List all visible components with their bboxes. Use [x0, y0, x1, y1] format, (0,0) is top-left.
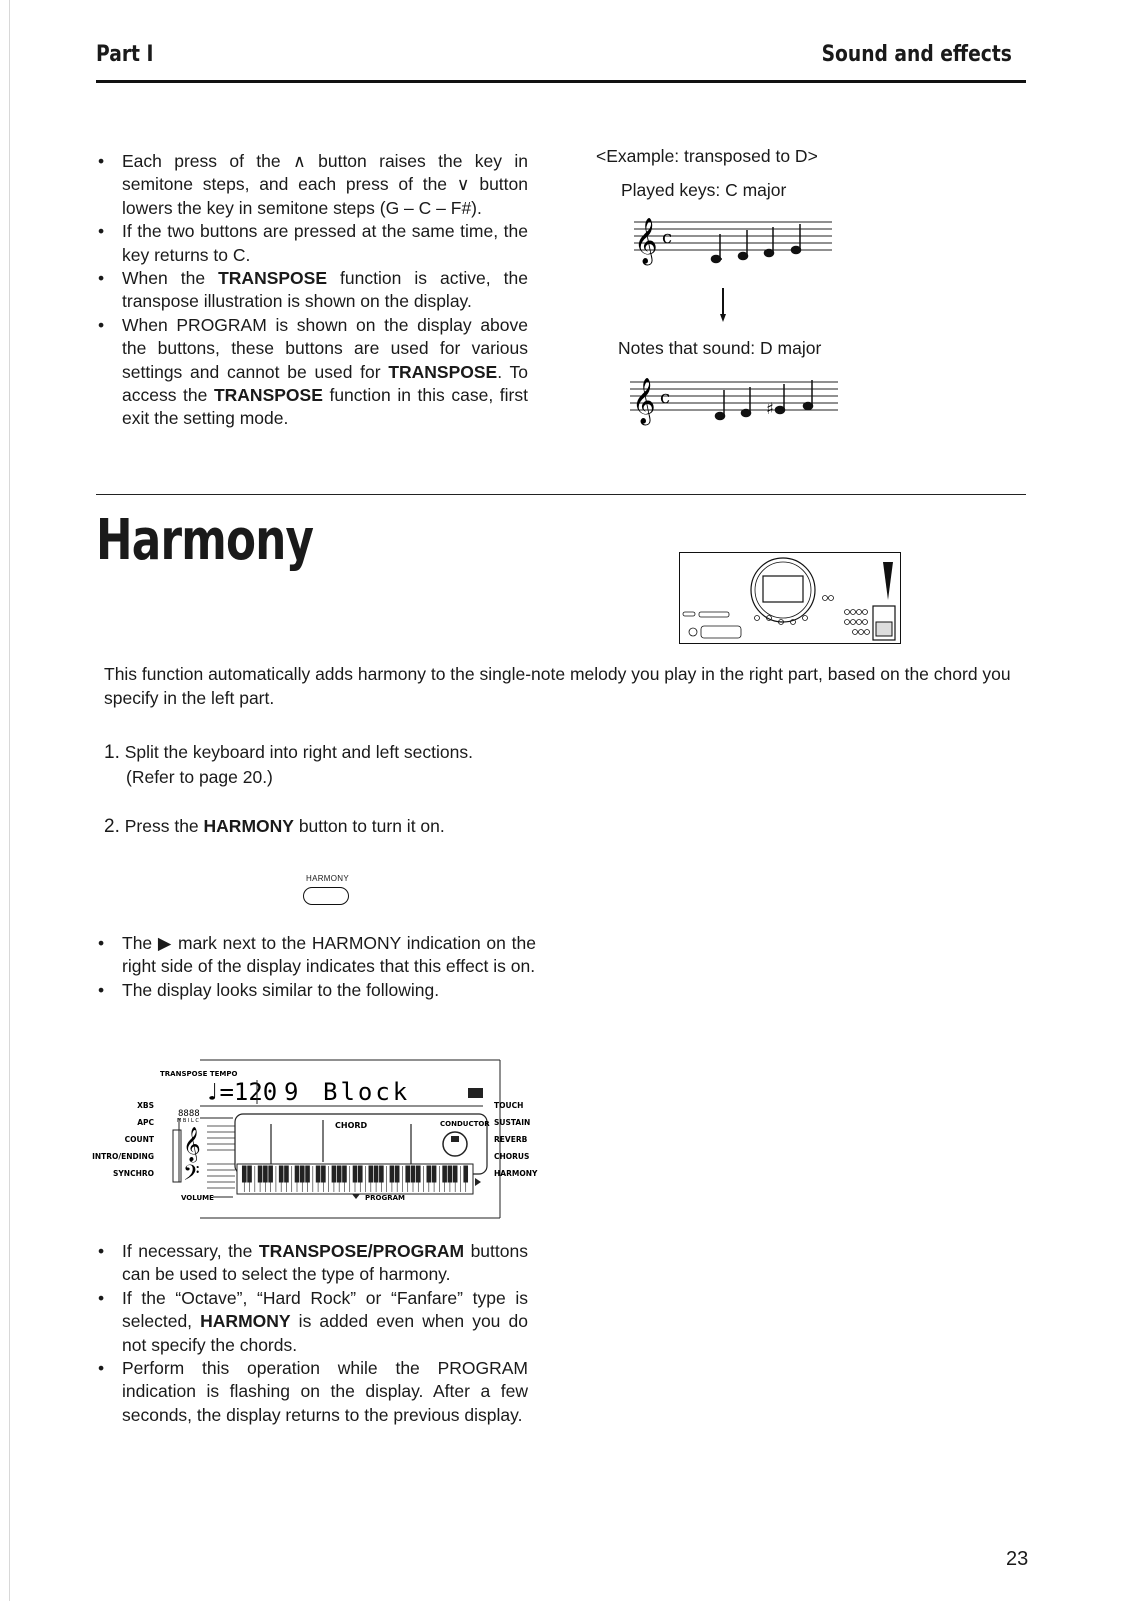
black-key — [416, 1166, 420, 1182]
lcd-display — [92, 1058, 538, 1223]
left-label: XBS — [137, 1101, 154, 1110]
chord-label: CHORD — [335, 1121, 368, 1130]
black-key — [300, 1166, 304, 1182]
example-played-keys: Played keys: C major — [621, 180, 787, 200]
common-time-icon: c — [660, 387, 671, 408]
black-key — [343, 1166, 347, 1182]
black-key — [374, 1166, 378, 1182]
sharp-icon: ♯ — [766, 399, 774, 418]
step-number: 1. — [104, 742, 120, 763]
step-number: 2. — [104, 816, 120, 837]
list-item — [96, 314, 528, 431]
display-voice-name: Block — [323, 1078, 411, 1106]
page-edge-line — [9, 0, 10, 1601]
staff-c-major — [632, 208, 832, 268]
text-span: button to turn it on. — [293, 816, 445, 836]
text-span: function in this case, first exit the setting mode. — [122, 385, 528, 429]
text-span: . To access the — [122, 361, 529, 406]
black-key — [464, 1166, 468, 1182]
left-label: SYNCHRO — [112, 1169, 154, 1178]
black-key — [264, 1166, 268, 1182]
right-label: HARMONY — [494, 1169, 538, 1178]
left-label: COUNT — [124, 1135, 154, 1144]
black-key — [242, 1166, 246, 1182]
note-group — [716, 380, 813, 420]
staff-d-major — [628, 368, 838, 428]
section-rule — [96, 494, 1026, 495]
down-arrow-icon — [718, 288, 728, 324]
list-item — [96, 267, 528, 314]
black-key — [306, 1166, 310, 1182]
header-rule — [96, 80, 1026, 83]
text-span: When PROGRAM is shown on the display above the buttons, these buttons are used for various settings and cannot be used for — [122, 314, 528, 382]
bold-term: HARMONY — [200, 1311, 291, 1332]
step-2 — [104, 814, 445, 839]
black-key — [279, 1166, 283, 1182]
black-key — [432, 1166, 436, 1182]
text-span: function is active, the transpose illustration is shown on the display. — [122, 268, 528, 312]
harmony-button[interactable] — [303, 887, 349, 905]
step-text: Split the keyboard into right and left sections. — [124, 742, 473, 762]
black-key — [369, 1166, 373, 1182]
list-item: • The display looks similar to the following. — [96, 979, 536, 1002]
play-mark-icon: ▶ — [157, 933, 173, 953]
harmony-notes — [96, 932, 536, 1002]
step-subtext: (Refer to page 20.) — [126, 767, 273, 787]
black-key — [295, 1166, 299, 1182]
black-key — [285, 1166, 289, 1182]
harmony-notes-2 — [96, 1240, 528, 1427]
volume-label: VOLUME — [181, 1194, 214, 1202]
text-span: Press the — [124, 816, 204, 836]
bold-term: TRANSPOSE — [388, 361, 498, 382]
example-title: <Example: transposed to D> — [596, 146, 818, 166]
black-key — [406, 1166, 410, 1182]
black-key — [390, 1166, 394, 1182]
right-label: TOUCH — [494, 1101, 524, 1110]
black-key — [322, 1166, 326, 1182]
bass-clef-icon: 𝄢 — [183, 1161, 200, 1191]
left-label: INTRO/ENDING — [92, 1152, 154, 1161]
left-label: APC — [137, 1118, 154, 1127]
display-voice-number: 9 — [284, 1078, 299, 1106]
black-key — [453, 1166, 457, 1182]
black-key — [269, 1166, 273, 1182]
common-time-icon: c — [662, 227, 673, 248]
display-top-labels: TRANSPOSE TEMPO — [160, 1070, 238, 1078]
measure-label: M B I L C — [177, 1118, 199, 1124]
list-item: • Each press of the ∧ button raises the key in semitone steps, and each press of the ∨ button lowers the key in semitone steps (G – C – F#). — [96, 150, 528, 220]
right-label: REVERB — [494, 1135, 528, 1144]
right-label: SUSTAIN — [494, 1118, 531, 1127]
text-span: If the “Octave”, “Hard Rock” or “Fanfare” type is selected, — [122, 1287, 528, 1332]
example-sound-keys: Notes that sound: D major — [618, 338, 822, 358]
text-span: mark next to the HARMONY indication on the right side of the display indicates that this effect is on. — [122, 933, 536, 977]
bold-term: TRANSPOSE/PROGRAM — [258, 1241, 465, 1261]
black-key — [353, 1166, 357, 1182]
transpose-notes — [96, 150, 528, 431]
black-key — [316, 1166, 320, 1182]
program-arrow-icon — [352, 1194, 360, 1199]
treble-clef-icon: 𝄞 — [632, 378, 656, 424]
black-key — [427, 1166, 431, 1182]
harmony-button-label: HARMONY — [306, 874, 349, 883]
black-key — [380, 1166, 384, 1182]
keyboard-panel-illustration — [679, 552, 901, 644]
header-part: Part I — [96, 42, 154, 67]
program-label: PROGRAM — [365, 1194, 405, 1202]
indicator-icon — [468, 1088, 483, 1098]
black-key — [248, 1166, 252, 1182]
list-item — [96, 1287, 528, 1357]
black-key — [443, 1166, 447, 1182]
right-label: CHORUS — [494, 1152, 530, 1161]
list-item — [96, 932, 536, 979]
conductor-icon — [443, 1132, 467, 1156]
bold-term: HARMONY — [203, 816, 294, 836]
treble-clef-icon: 𝄞 — [634, 218, 658, 264]
header-section: Sound and effects — [821, 42, 1012, 67]
text-span: buttons can be used to select the type of harmony. — [122, 1241, 528, 1285]
black-key — [258, 1166, 262, 1182]
black-key — [337, 1166, 341, 1182]
harmony-arrow-icon — [475, 1178, 481, 1186]
measure-digits: 8888 — [178, 1109, 200, 1119]
list-item: • If the two buttons are pressed at the same time, the key returns to C. — [96, 220, 528, 267]
page-number: 23 — [1006, 1548, 1029, 1570]
black-key — [332, 1166, 336, 1182]
conductor-label: CONDUCTOR — [440, 1120, 490, 1128]
text-span: When the — [122, 268, 219, 289]
intro-paragraph: This function automatically adds harmony to the single-note melody you play in the right part, based on the chord you specify in the left part. — [104, 664, 1011, 708]
text-span: is added even when you do not specify the chords. — [122, 1311, 528, 1355]
black-key — [411, 1166, 415, 1182]
list-item — [96, 1240, 528, 1287]
text-span: If necessary, the — [122, 1241, 259, 1261]
page-title: Harmony — [96, 508, 314, 573]
display-tempo: ♩=120 — [205, 1078, 278, 1106]
black-key — [395, 1166, 399, 1182]
black-key — [448, 1166, 452, 1182]
bold-term: TRANSPOSE — [213, 385, 323, 406]
list-item: • Perform this operation while the PROGRAM indication is flashing on the display. After a few seconds, the display returns to the previous display. — [96, 1357, 528, 1427]
bold-term: TRANSPOSE — [218, 268, 328, 289]
step-1 — [104, 740, 473, 789]
black-key — [358, 1166, 362, 1182]
text-span: The — [122, 933, 158, 953]
treble-clef-icon: 𝄞 — [183, 1127, 201, 1162]
